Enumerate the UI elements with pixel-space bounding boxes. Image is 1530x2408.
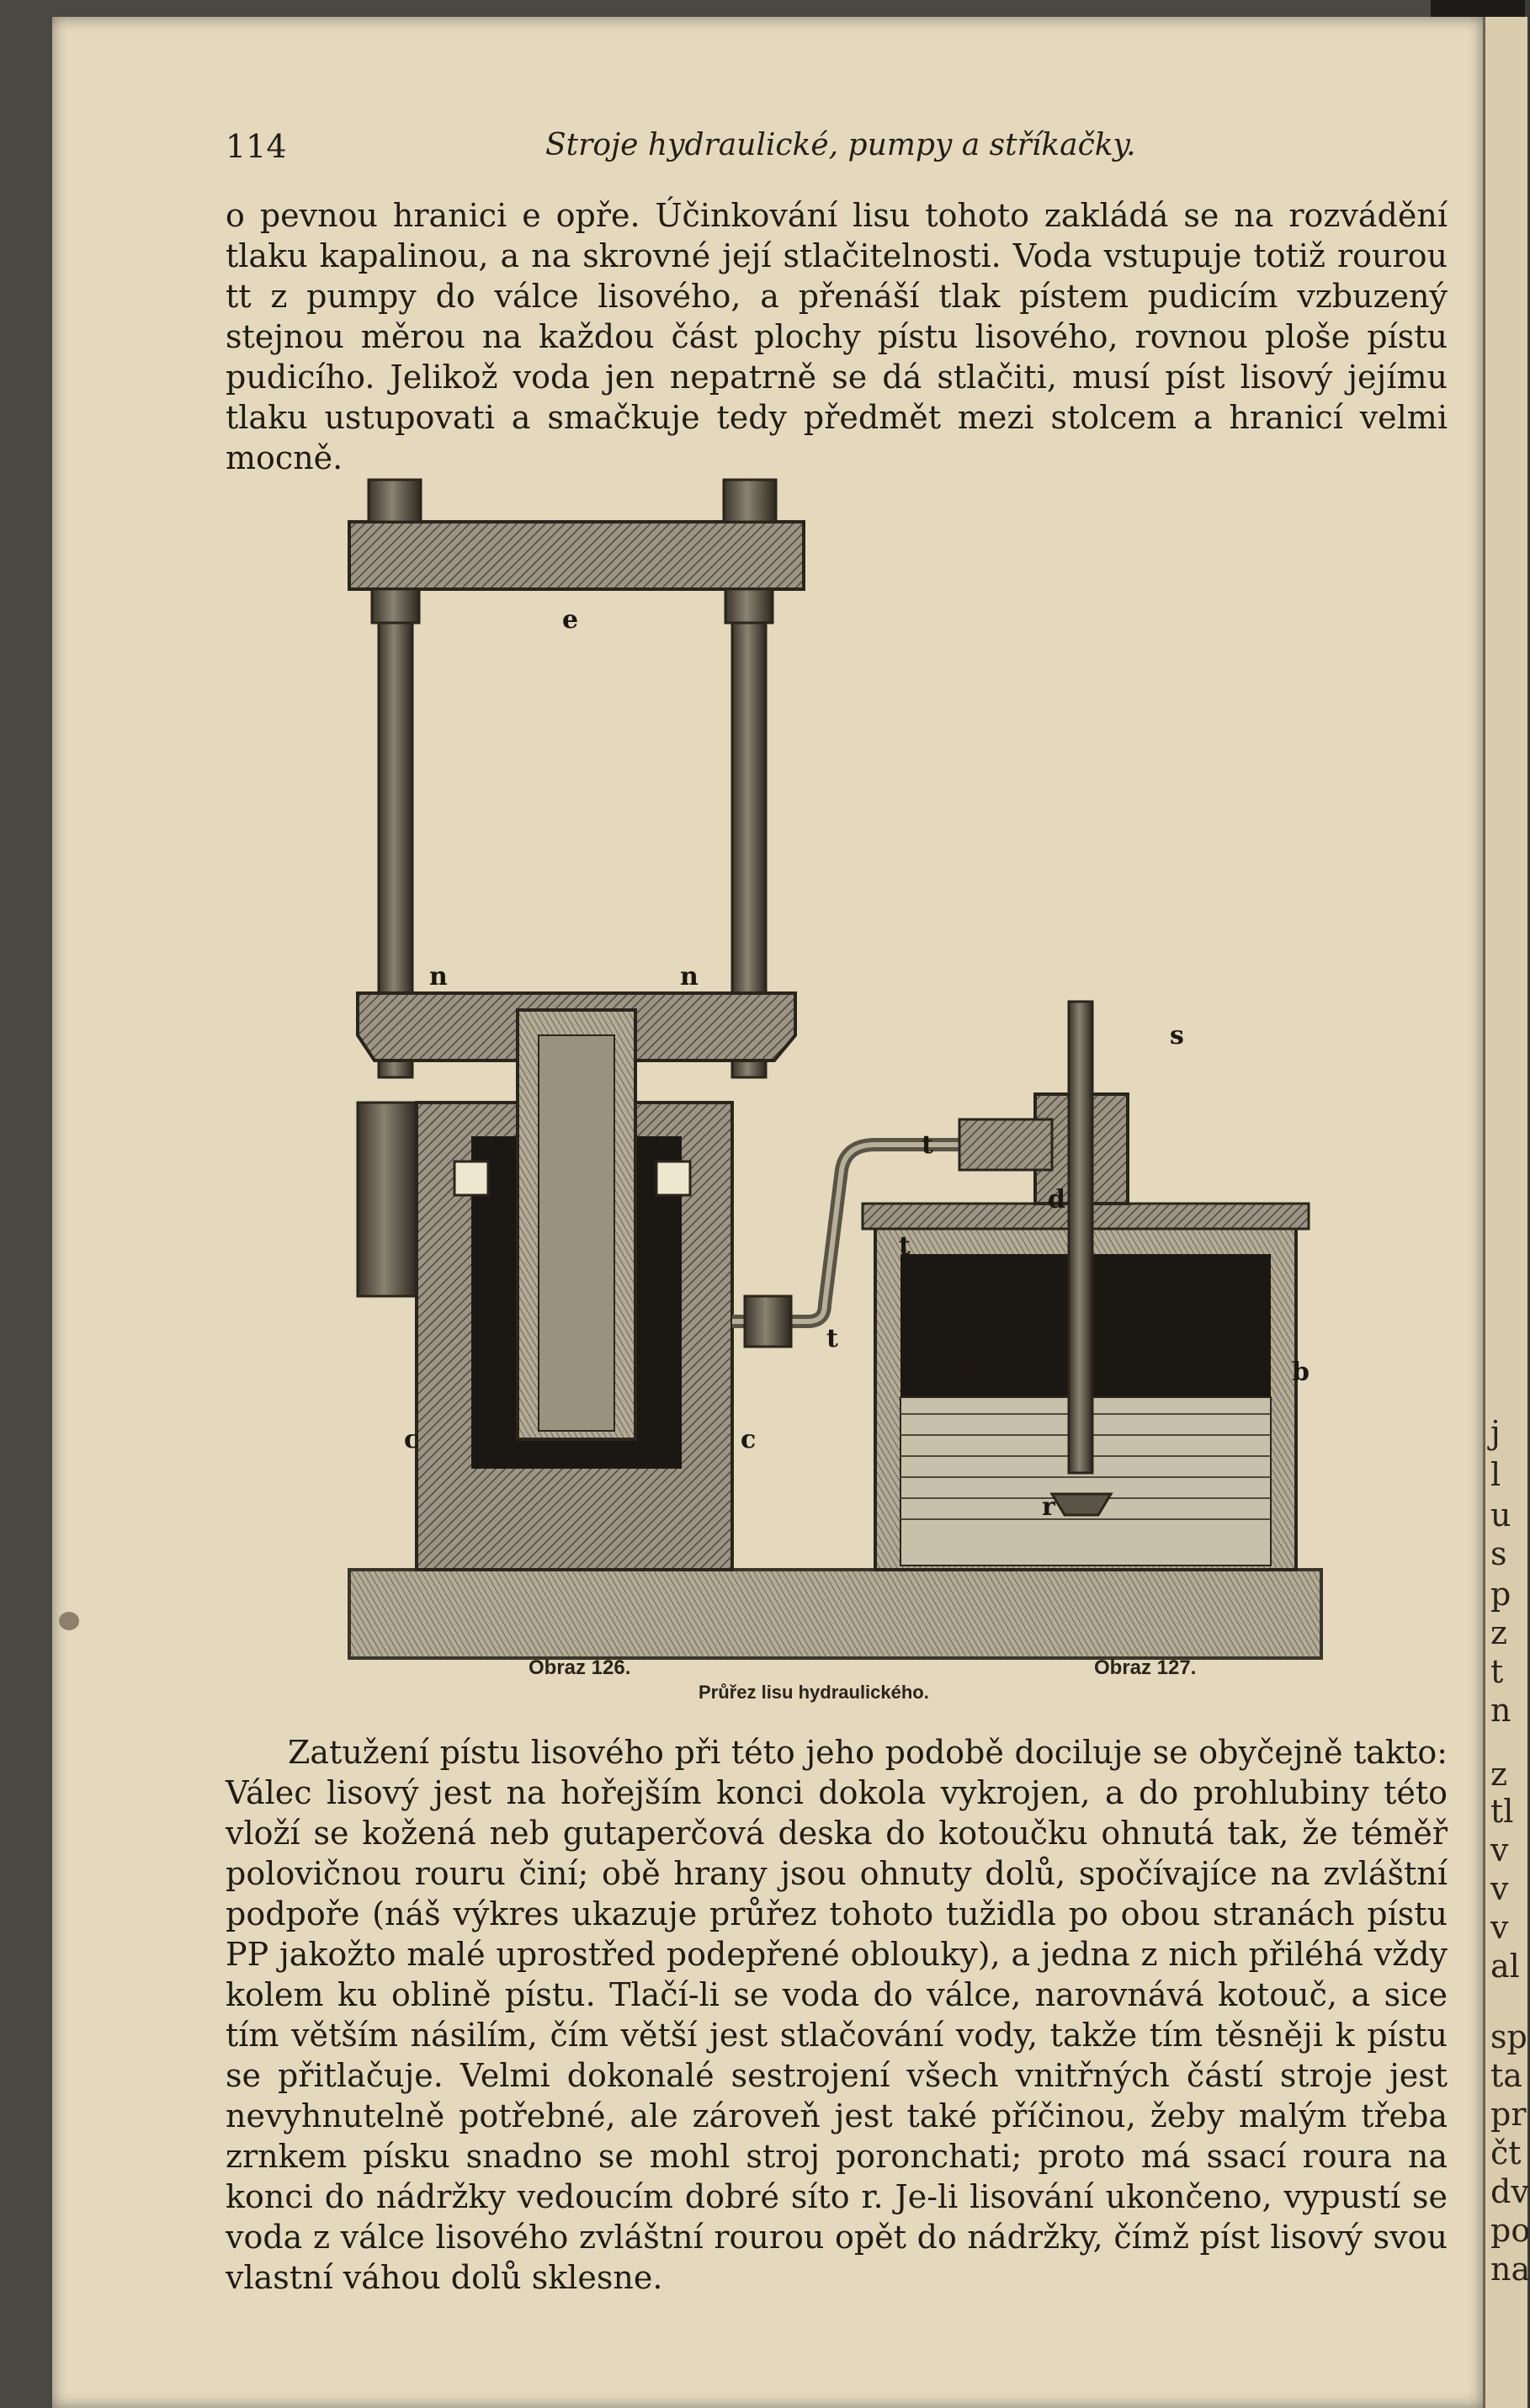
facing-page-edge xyxy=(1483,17,1530,2408)
label-t-low: t xyxy=(826,1324,838,1353)
page-number: 114 xyxy=(226,128,287,165)
pump-plunger xyxy=(1069,1002,1092,1473)
edge-letter: al xyxy=(1490,1948,1520,1985)
paragraph-main: Zatužení pístu lisového při této jeho podobě dociluje se obyčejně takto: Válec lisový jest na hořejším konci dokola vykrojen, a do prohlubiny této vloží se kožená neb gutaperčová deska do kotoučku ohnutá tak, že téměř polovičnou rouru činí; obě hrany jsou ohnuty dolů, spočívajíce na zvláštní podpoře (náš výkres ukazuje průřez tohoto tužidla po obou stranách pístu PP jakožto malé uprostřed podepřené oblouky), a jedna z nich přiléhá vždy kolem ku oblině pístu. Tlačí-li se voda do válce, narovnává kotouč, a sice tím větším násilím, čím větší jest stlačování vody, takže tím těsněji k pístu se přitlačuje. Velmi dokonalé sestrojení všech vnitřných částí stroje jest nevyhnutelně potřebné, ale zároveň jest také příčinou, žeby malým třeba zrnkem písku snadno se mohl stroj poronchati; proto má ssací roura na konci do nádržky vedoucím dobré síto r. Je-li lisování ukončeno, vypustí se voda z válce lisového zvláštní rourou opět do nádržky, čímž píst lisový svou vlastní váhou dolů sklesne. xyxy=(226,1734,1448,2296)
edge-letter: sp xyxy=(1490,2018,1527,2055)
label-t-top: t xyxy=(922,1130,933,1160)
edge-letter: v xyxy=(1490,1870,1509,1907)
left-nut xyxy=(369,480,421,522)
top-crossbeam xyxy=(349,522,804,589)
label-c-right: c xyxy=(741,1425,757,1454)
edge-letter: v xyxy=(1490,1831,1509,1868)
pipe-coupling xyxy=(745,1296,791,1347)
edge-letter: po xyxy=(1490,2212,1530,2249)
label-d: d xyxy=(1048,1185,1065,1215)
ink-smear xyxy=(59,1612,79,1630)
label-b-left: b xyxy=(964,1358,981,1387)
label-n-right: n xyxy=(680,962,699,991)
label-e: e xyxy=(562,605,579,635)
pump-valve-box xyxy=(959,1119,1052,1170)
caption-figure-126: Obraz 126. xyxy=(529,1656,631,1679)
edge-letter: z xyxy=(1490,1614,1508,1651)
label-s: s xyxy=(1170,1021,1184,1050)
edge-letter: t xyxy=(1490,1653,1504,1690)
hydraulic-press-figure xyxy=(337,446,1330,1675)
edge-letter: n xyxy=(1490,1692,1511,1729)
edge-letter: čt xyxy=(1490,2134,1522,2171)
edge-letter: z xyxy=(1490,1756,1508,1793)
edge-letter: p xyxy=(1490,1576,1511,1613)
edge-letter: s xyxy=(1490,1535,1507,1572)
edge-letter: u xyxy=(1490,1496,1511,1534)
running-title: Stroje hydraulické, pumpy a stříkačky. xyxy=(545,128,1136,162)
label-n-left: n xyxy=(429,962,448,991)
edge-letter: ta xyxy=(1490,2057,1522,2094)
edge-letter: pr xyxy=(1490,2096,1527,2133)
left-guide xyxy=(358,1103,417,1296)
paragraph-intro: o pevnou hranici e opře. Účinkování lisu tohoto zakládá se na rozvádění tlaku kapalinou, a na skrovné její stlačitelnosti. Voda vstupuje totiž rourou tt z pumpy do válce lisového, a přenáší tlak pístem pudicím vzbuzený stejnou měrou na každou část plochy pístu lisového, rovnou ploše pístu pudicího. Jelikož voda jen nepatrně se dá stlačiti, musí píst lisový jejímu tlaku ustupovati a smačkuje tedy předmět mezi stolcem a hranicí velmi mocně. xyxy=(226,197,1448,476)
edge-letter: tl xyxy=(1490,1793,1514,1830)
label-r: r xyxy=(1042,1492,1055,1522)
label-b-right: b xyxy=(1292,1358,1310,1387)
base-plate xyxy=(349,1570,1321,1658)
caption-figure-127: Obraz 127. xyxy=(1094,1656,1197,1679)
caption-title: Průřez lisu hydraulického. xyxy=(699,1682,929,1703)
right-nut xyxy=(724,480,776,522)
edge-letter: na xyxy=(1490,2251,1530,2288)
page-header xyxy=(226,128,1446,178)
edge-letter: v xyxy=(1490,1909,1509,1946)
label-t-mid: t xyxy=(899,1231,911,1261)
edge-letter: dv xyxy=(1490,2173,1529,2210)
label-c-left: c xyxy=(404,1425,420,1454)
edge-letter: j xyxy=(1490,1414,1501,1451)
edge-letter: l xyxy=(1490,1456,1501,1493)
